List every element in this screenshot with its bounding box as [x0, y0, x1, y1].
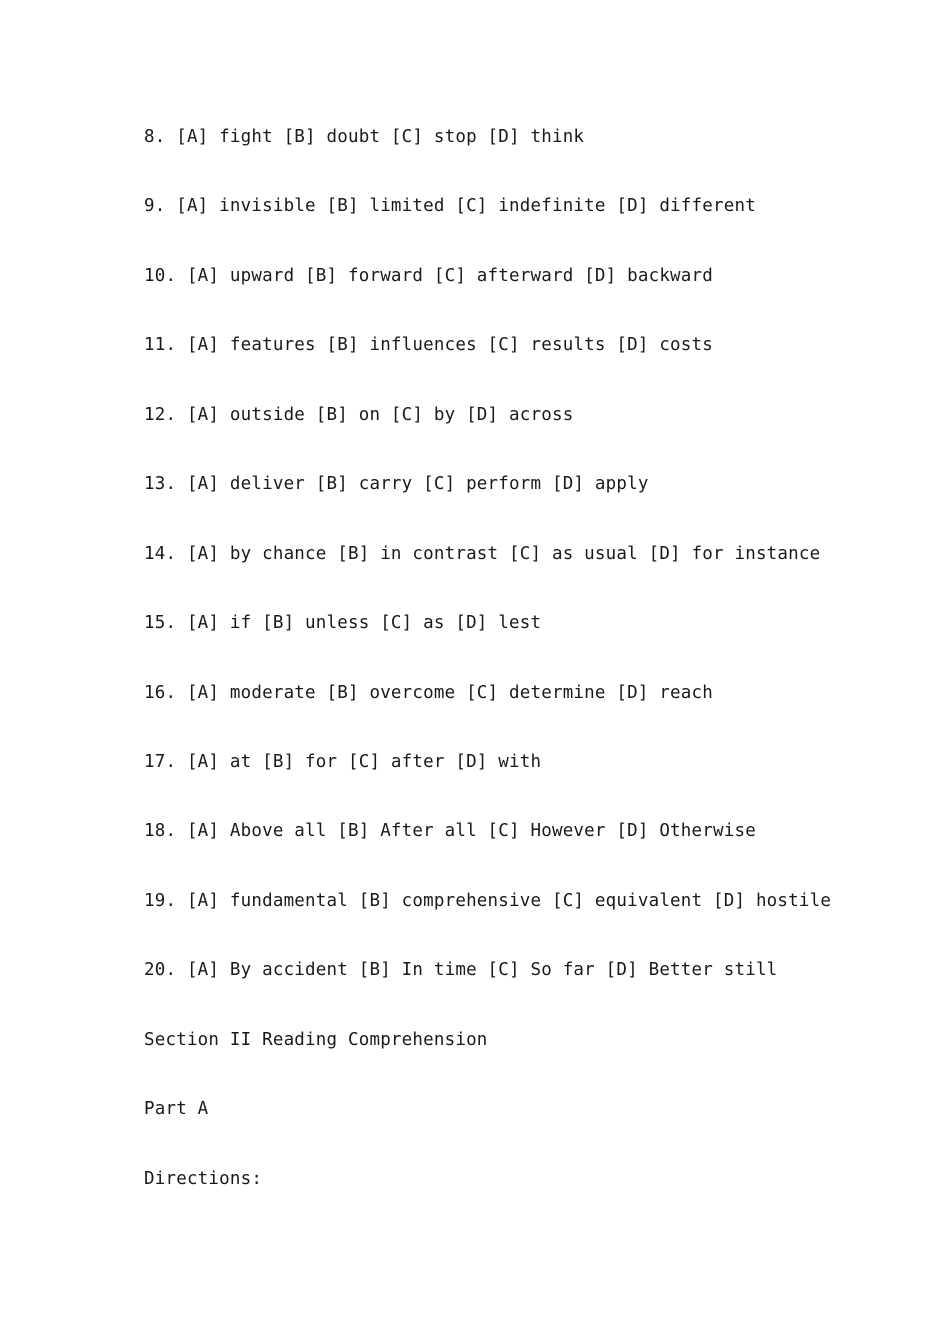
question-12: 12. [A] outside [B] on [C] by [D] across [144, 405, 574, 425]
question-8: 8. [A] fight [B] doubt [C] stop [D] think [144, 127, 585, 147]
question-11: 11. [A] features [B] influences [C] results [D] costs [144, 335, 714, 355]
question-17: 17. [A] at [B] for [C] after [D] with [144, 752, 542, 772]
question-13: 13. [A] deliver [B] carry [C] perform [D] apply [144, 474, 649, 494]
question-20: 20. [A] By accident [B] In time [C] So far [D] Better still [144, 960, 778, 980]
question-15: 15. [A] if [B] unless [C] as [D] lest [144, 613, 542, 633]
question-9: 9. [A] invisible [B] limited [C] indefinite [D] different [144, 196, 756, 216]
section-title: Section II Reading Comprehension [144, 1030, 488, 1050]
question-14: 14. [A] by chance [B] in contrast [C] as usual [D] for instance [144, 544, 821, 564]
question-19: 19. [A] fundamental [B] comprehensive [C] equivalent [D] hostile [144, 891, 832, 911]
question-18: 18. [A] Above all [B] After all [C] However [D] Otherwise [144, 821, 756, 841]
directions-label: Directions: [144, 1169, 263, 1189]
question-10: 10. [A] upward [B] forward [C] afterward [D] backward [144, 266, 714, 286]
question-16: 16. [A] moderate [B] overcome [C] determine [D] reach [144, 683, 714, 703]
part-heading: Part A [144, 1099, 209, 1119]
